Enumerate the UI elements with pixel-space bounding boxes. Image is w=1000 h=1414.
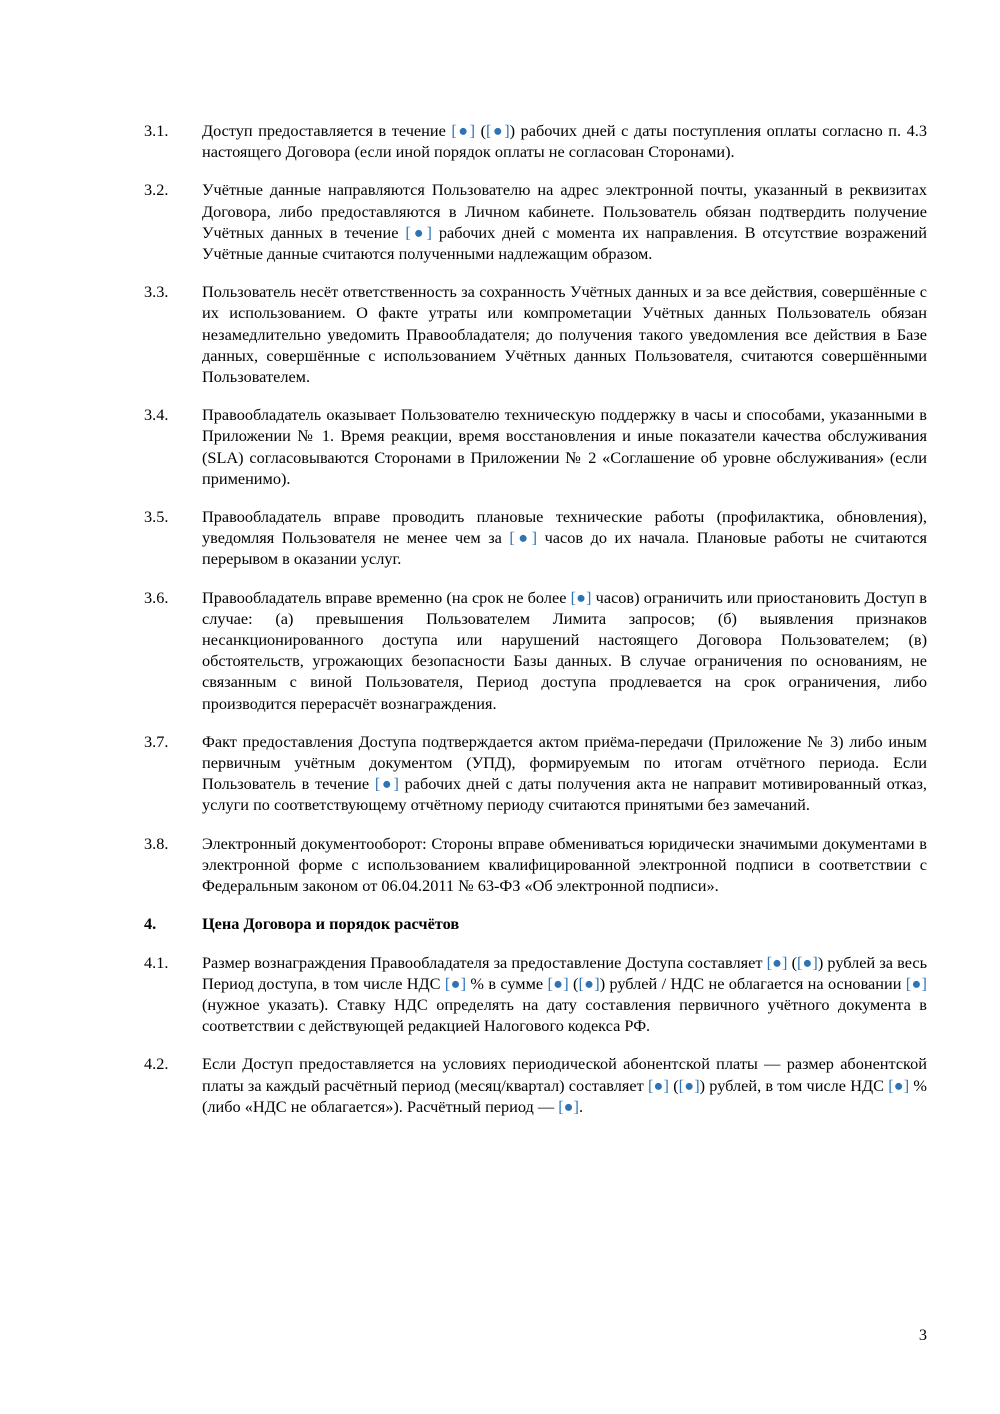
clause-number: 3.2. (144, 180, 169, 200)
text-run: рабочих дней с момента их направления. В отсутствие возражений Учётные данные считаются полученными надлежащим образом. (202, 222, 927, 264)
section-number: 4. (144, 914, 157, 934)
clause-text (202, 1053, 927, 1117)
clause-text (202, 833, 927, 897)
placeholder-field: [●] (766, 952, 788, 972)
clause-text (202, 120, 927, 162)
clause-text (202, 404, 927, 489)
placeholder-field: [●] (509, 528, 538, 548)
clause-item (144, 281, 927, 387)
clause-text (202, 179, 927, 264)
clause-item (144, 120, 927, 162)
placeholder-field: [●] (647, 1075, 669, 1095)
placeholder-field: [●] (905, 973, 927, 993)
clause-number: 3.4. (144, 405, 169, 425)
placeholder-field: [●] (547, 973, 569, 993)
text-run: ( (568, 973, 579, 993)
clause-item (144, 1053, 927, 1117)
text-run: Электронный документооборот: Стороны вправе обмениваться юридически значимыми документами в электронной форме с использованием квалифицированной электронной подписи в соответствии с Федеральным законом от 06.04.2011 № 63-ФЗ «Об электронной подписи». (202, 833, 927, 896)
clause-item (144, 404, 927, 489)
clause-text (202, 587, 927, 714)
placeholder-field: [●] (558, 1096, 579, 1116)
text-run: ( (787, 952, 797, 972)
text-run: (нужное указать). Ставку НДС определять на дату составления первичного учётного документа в соответствии с действующей редакцией Налогового кодекса РФ. (202, 994, 927, 1036)
section-heading (144, 913, 927, 934)
page-number: 3 (918, 1325, 927, 1344)
clause-number: 3.5. (144, 507, 169, 527)
text-run: Факт предоставления Доступа подтверждается актом приёма-передачи (Приложение № 3) либо иным первичным учётным документом (УПД), формируемым по итогам отчётного периода. Если Пользователь в течение (202, 731, 927, 794)
text-run: Правообладатель вправе проводить плановые технические работы (профилактика, обновления), уведомляя Пользователя не менее чем за (202, 507, 927, 548)
text-run: % (либо «НДС не облагается»). Расчётный период — (202, 1075, 927, 1116)
clause-item (144, 952, 927, 1037)
text-run: . (578, 1096, 584, 1116)
clause-text (202, 952, 927, 1037)
clause-number: 3.1. (144, 121, 169, 140)
text-run: ) рублей / НДС не облагается на основании (599, 973, 906, 993)
clause-text (202, 731, 927, 816)
text-run: рабочих дней с даты получения акта не направит мотивированный отказ, услуги по соответствующему отчётному периоду считаются принятыми без замечаний. (202, 774, 928, 815)
placeholder-field: [●] (451, 121, 476, 140)
clause-item (144, 179, 927, 264)
placeholder-field: [●] (797, 952, 818, 972)
placeholder-field: [●] (570, 587, 592, 607)
clause-number: 3.3. (144, 282, 169, 302)
placeholder-field: [●] (888, 1075, 910, 1095)
clause-item (144, 587, 927, 714)
text-run: Правообладатель оказывает Пользователю техническую поддержку в часы и способами, указанными в Приложении № 1. Время реакции, время восстановления и иные показатели качества обслуживания (SLA) согласовываются Сторонами в Приложении № 2 «Соглашение об уровне обслуживания» (если применимо). (202, 405, 927, 488)
text-run: % в сумме (466, 973, 548, 993)
clause-item (144, 731, 927, 816)
text-run: Пользователь несёт ответственность за сохранность Учётных данных и за все действия, совершённые с их использованием. О факте утраты или компрометации Учётных данных Пользователь обязан незамедлительно уведомить Правообладателя; до получения такого уведомления все действия в Базе данных, совершённые с использованием Учётных данных Пользователя, считаются совершёнными Пользователем. (202, 282, 927, 387)
text-run: ) рублей за весь Период доступа, в том числе НДС (202, 952, 927, 993)
text-run: Учётные данные направляются Пользователю на адрес электронной почты, указанный в реквизитах Договора, либо предоставляются в Личном кабинете. Пользователь обязан подтвердить получение Учётных данных в течение (202, 180, 927, 242)
clause-number: 4.1. (144, 952, 169, 972)
clause-text (202, 281, 927, 387)
text-run: ( (668, 1075, 679, 1095)
placeholder-field: [●] (678, 1075, 700, 1095)
placeholder-field: [●] (486, 121, 510, 140)
text-run: часов) ограничить или приостановить Доступ в случае: (а) превышения Пользователем Лимита запросов; (б) выявления признаков несанкционированного доступа или нарушений настоящего Договора Пользователем; (в) обстоятельств, угрожающих безопасности Базы данных. В случае ограничения по основаниям, не связанным с виной Пользователя, Период доступа продлевается на срок ограничения, либо производится перерасчёт вознаграждения. (202, 587, 927, 713)
text-run: Доступ предоставляется в течение (202, 121, 452, 140)
text-run: Правообладатель вправе временно (на срок не более (202, 587, 571, 607)
clause-number: 3.7. (144, 731, 169, 751)
text-run: ) рублей, в том числе НДС (699, 1075, 889, 1095)
clause-number: 3.6. (144, 587, 169, 607)
text-run: часов до их начала. Плановые работы не считаются перерывом в оказании услуг. (202, 528, 928, 569)
text-run: ) рабочих дней с даты поступления оплаты согласно п. 4.3 настоящего Договора (если иной порядок оплаты не согласован Сторонами). (202, 121, 927, 162)
placeholder-field: [●] (578, 973, 600, 993)
placeholder-field: [●] (405, 222, 432, 242)
clause-number: 3.8. (144, 833, 169, 853)
contract-body (144, 120, 927, 1134)
clause-item (144, 833, 927, 897)
clause-text (202, 506, 927, 570)
placeholder-field: [●] (374, 774, 399, 794)
placeholder-field: [●] (444, 973, 467, 993)
clause-item (144, 506, 927, 570)
clause-number: 4.2. (144, 1054, 169, 1074)
text-run: Цена Договора и порядок расчётов (202, 914, 460, 934)
text-run: Если Доступ предоставляется на условиях периодической абонентской платы — размер абонентской платы за каждый расчётный период (месяц/квартал) составляет (202, 1054, 927, 1095)
text-run: Размер вознаграждения Правообладателя за предоставление Доступа составляет (202, 952, 767, 972)
section-title (202, 913, 927, 934)
text-run: ( (475, 121, 487, 140)
